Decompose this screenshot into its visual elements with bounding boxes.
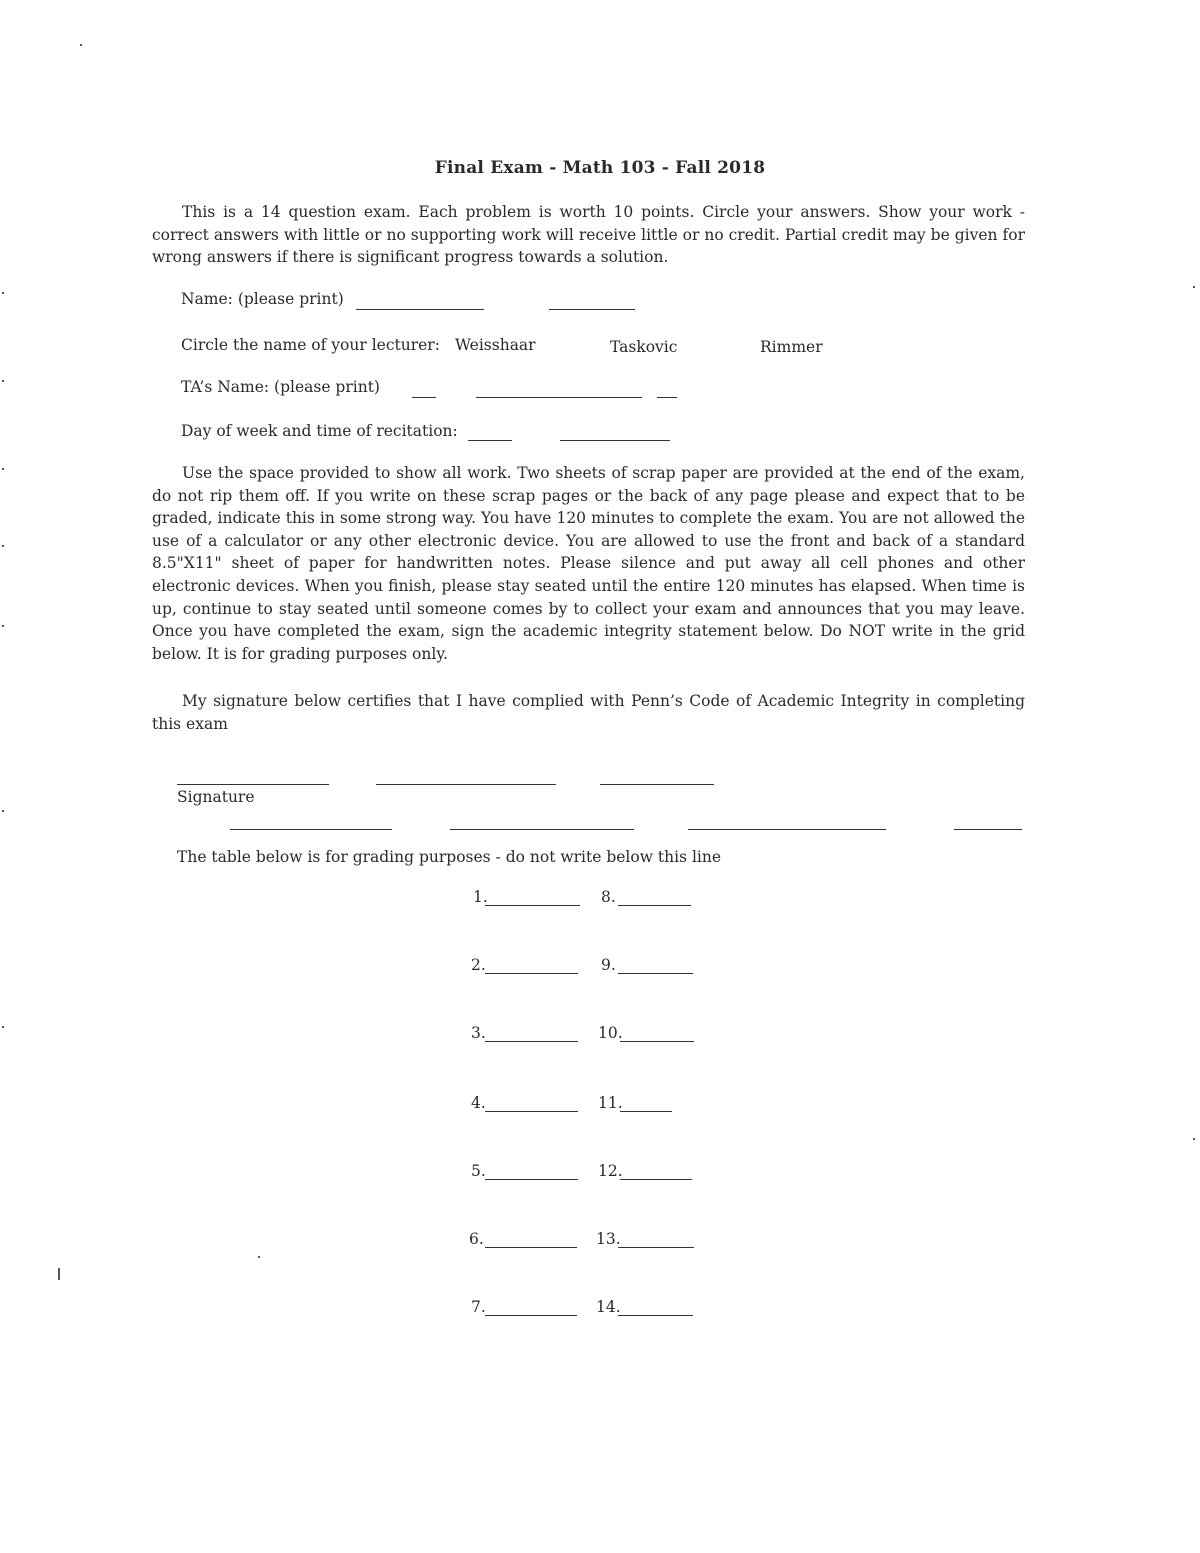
instructions-paragraph: Use the space provided to show all work. Two sheets of scrap paper are provided at the end of the exam, do not rip them off. If you write on these scrap pages or the back of any page please and expect that to be graded, indicate this in some strong way. You have 120 minutes to complete the exam. You are not allowed the use of a calculator or any other electronic device. You are allowed to use the front and back of a standard 8.5"X11" sheet of paper for handwritten notes. Please silence and put away all cell phones and other electronic devices. When you finish, please stay seated until the entire 120 minutes has elapsed. When time is up, continue to stay seated until someone comes by to collect your exam and announces that you may leave. Once you have completed the exam, sign the academic integrity statement below. Do NOT write in the grid below. It is for grading purposes only. (152, 464, 1025, 663)
grade-blank-12 (620, 1179, 692, 1180)
separator-line-1 (230, 829, 392, 830)
grade-blank-9 (618, 973, 693, 974)
signature-line-3[interactable] (600, 784, 714, 785)
grade-label-7: 7. (471, 1298, 486, 1316)
ta-blank-1[interactable] (412, 397, 436, 398)
name-blank-2[interactable] (549, 309, 635, 310)
grade-blank-8 (618, 905, 691, 906)
grade-label-2: 2. (471, 956, 486, 974)
scan-speck (80, 44, 82, 46)
grade-blank-4 (485, 1111, 578, 1112)
grade-label-1: 1. (473, 888, 488, 906)
scan-speck (2, 810, 4, 812)
intro-paragraph: This is a 14 question exam. Each problem is worth 10 points. Circle your answers. Show your work - correct answers with little or no supporting work will receive little or no credit. Partial credit may be given for wrong answers if there is significant progress towards a solution. (152, 203, 1025, 267)
grade-blank-14 (618, 1315, 693, 1316)
ta-label: TA’s Name: (please print) (181, 378, 380, 396)
grade-label-4: 4. (471, 1094, 486, 1112)
scan-speck (58, 1268, 60, 1280)
ta-blank-3[interactable] (657, 397, 677, 398)
grade-blank-3 (485, 1041, 578, 1042)
exam-title: Final Exam - Math 103 - Fall 2018 (434, 158, 766, 178)
recitation-label: Day of week and time of recitation: (181, 422, 458, 440)
certification-paragraph: My signature below certifies that I have complied with Penn’s Code of Academic Integrity in completing this exam (152, 692, 1025, 733)
scan-speck (2, 545, 4, 547)
grade-label-11: 11. (598, 1094, 623, 1112)
separator-line-4 (954, 829, 1022, 830)
recitation-blank-1[interactable] (468, 440, 512, 441)
grade-blank-11 (620, 1111, 672, 1112)
grade-label-3: 3. (471, 1024, 486, 1042)
grading-note: The table below is for grading purposes - do not write below this line (177, 848, 722, 866)
grade-label-6: 6. (469, 1230, 484, 1248)
lecturer-option-rimmer[interactable]: Rimmer (760, 338, 823, 356)
name-label: Name: (please print) (181, 290, 344, 308)
grade-label-10: 10. (598, 1024, 623, 1042)
separator-line-2 (450, 829, 634, 830)
lecturer-label: Circle the name of your lecturer: (181, 336, 440, 354)
name-blank[interactable] (356, 309, 484, 310)
grade-blank-1 (485, 905, 580, 906)
grade-blank-10 (620, 1041, 694, 1042)
signature-line-1[interactable] (177, 784, 329, 785)
scan-speck (1193, 286, 1195, 288)
scan-speck (1193, 1138, 1195, 1140)
separator-line-3 (688, 829, 886, 830)
ta-blank-2[interactable] (476, 397, 642, 398)
scan-speck (258, 1256, 260, 1258)
signature-line-2[interactable] (376, 784, 556, 785)
recitation-blank-2[interactable] (560, 440, 670, 441)
grade-blank-2 (485, 973, 578, 974)
scan-speck (2, 468, 4, 470)
grade-label-5: 5. (471, 1162, 486, 1180)
scan-speck (2, 625, 4, 627)
grade-blank-5 (485, 1179, 578, 1180)
grade-blank-7 (485, 1315, 577, 1316)
grade-blank-13 (618, 1247, 694, 1248)
grade-label-14: 14. (596, 1298, 621, 1316)
lecturer-option-weisshaar[interactable]: Weisshaar (455, 336, 536, 354)
grade-label-12: 12. (598, 1162, 623, 1180)
scan-speck (2, 1026, 4, 1028)
grade-label-9: 9. (601, 956, 616, 974)
grade-label-8: 8. (601, 888, 616, 906)
grade-blank-6 (485, 1247, 577, 1248)
grade-label-13: 13. (596, 1230, 621, 1248)
scan-speck (2, 292, 4, 294)
lecturer-option-taskovic[interactable]: Taskovic (610, 338, 678, 356)
scan-speck (2, 380, 4, 382)
signature-label: Signature (177, 788, 255, 806)
